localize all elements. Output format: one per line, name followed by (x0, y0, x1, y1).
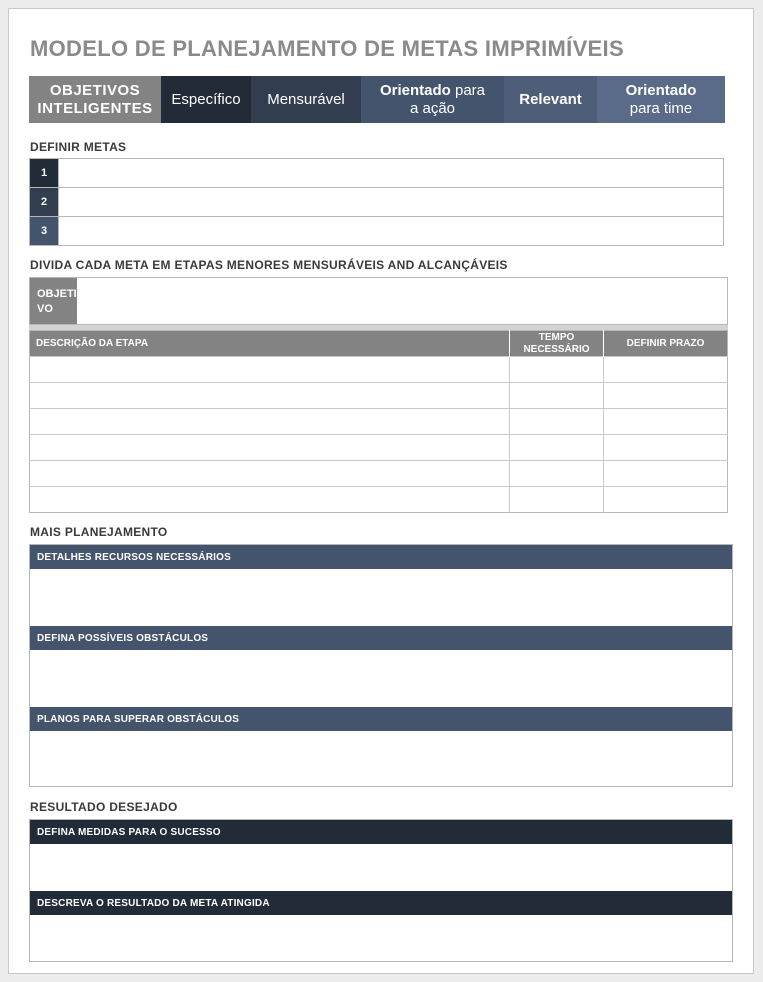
goal-number: 1 (30, 159, 59, 187)
step-description-cell[interactable] (30, 409, 510, 435)
steps-table (29, 330, 728, 513)
superar-field[interactable] (30, 731, 732, 786)
mais-planejamento-label: MAIS PLANEJAMENTO (30, 525, 168, 539)
definir-metas-label: DEFINIR METAS (30, 140, 127, 154)
obstaculos-field[interactable] (30, 650, 732, 707)
objetivo-input[interactable] (77, 278, 727, 324)
col-descricao-header: DESCRIÇÃO DA ETAPA (30, 331, 510, 357)
table-row (30, 487, 728, 513)
goal-row (30, 217, 723, 245)
table-row (30, 357, 728, 383)
etapas-label: DIVIDA CADA META EM ETAPAS MENORES MENSURÁVEIS AND ALCANÇÁVEIS (30, 258, 508, 272)
smart-goals-bar (29, 76, 725, 123)
step-deadline-cell[interactable] (604, 357, 728, 383)
step-deadline-cell[interactable] (604, 409, 728, 435)
smart-especifico-cell: Específico (161, 76, 251, 123)
resultado-label: RESULTADO DESEJADO (30, 800, 178, 814)
smart-acao-rest2: a ação (409, 99, 456, 117)
planning-panel (29, 544, 733, 787)
smart-mensuravel-cell: Mensurável (251, 76, 361, 123)
step-time-cell[interactable] (510, 487, 604, 513)
recursos-header: DETALHES RECURSOS NECESSÁRIOS (30, 545, 732, 569)
table-row (30, 435, 728, 461)
step-description-cell[interactable] (30, 357, 510, 383)
step-deadline-cell[interactable] (604, 383, 728, 409)
step-deadline-cell[interactable] (604, 435, 728, 461)
goal-number: 3 (30, 217, 59, 245)
objetivo-box (29, 277, 728, 325)
step-deadline-cell[interactable] (604, 487, 728, 513)
goal-row (30, 159, 723, 188)
goal-row (30, 188, 723, 217)
objetivo-label: OBJETIVO (30, 278, 77, 324)
recursos-field[interactable] (30, 569, 732, 626)
step-description-cell[interactable] (30, 435, 510, 461)
goal-input[interactable] (59, 188, 723, 216)
smart-relevant-cell: Relevant (504, 76, 597, 123)
table-row (30, 383, 728, 409)
goal-number: 2 (30, 188, 59, 216)
step-description-cell[interactable] (30, 487, 510, 513)
descreva-header: DESCREVA O RESULTADO DA META ATINGIDA (30, 891, 732, 915)
table-row (30, 461, 728, 487)
smart-acao-cell (361, 76, 504, 123)
medidas-field[interactable] (30, 844, 732, 891)
step-time-cell[interactable] (510, 409, 604, 435)
goal-input[interactable] (59, 217, 723, 245)
steps-header-row (30, 331, 728, 357)
col-prazo-header: DEFINIR PRAZO (604, 331, 728, 357)
smart-acao-bold: Orientado (379, 81, 451, 99)
smart-objetivos-cell: OBJETIVOS INTELIGENTES (29, 76, 161, 123)
step-time-cell[interactable] (510, 383, 604, 409)
smart-acao-rest1: para (454, 81, 486, 99)
step-description-cell[interactable] (30, 383, 510, 409)
table-row (30, 409, 728, 435)
step-deadline-cell[interactable] (604, 461, 728, 487)
smart-time-cell (597, 76, 725, 123)
col-tempo-header: TEMPO NECESSÁRIO (510, 331, 604, 357)
obstaculos-header: DEFINA POSSÍVEIS OBSTÁCULOS (30, 626, 732, 650)
smart-time-bold: Orientado (625, 81, 697, 99)
medidas-header: DEFINA MEDIDAS PARA O SUCESSO (30, 820, 732, 844)
smart-time-rest: para time (629, 99, 693, 117)
step-description-cell[interactable] (30, 461, 510, 487)
document-page (8, 8, 754, 974)
resultado-panel (29, 819, 733, 962)
superar-header: PLANOS PARA SUPERAR OBSTÁCULOS (30, 707, 732, 731)
page-title: MODELO DE PLANEJAMENTO DE METAS IMPRIMÍVEIS (30, 36, 624, 61)
descreva-field[interactable] (30, 915, 732, 961)
goals-table (29, 158, 724, 246)
step-time-cell[interactable] (510, 461, 604, 487)
goal-input[interactable] (59, 159, 723, 187)
step-time-cell[interactable] (510, 435, 604, 461)
step-time-cell[interactable] (510, 357, 604, 383)
